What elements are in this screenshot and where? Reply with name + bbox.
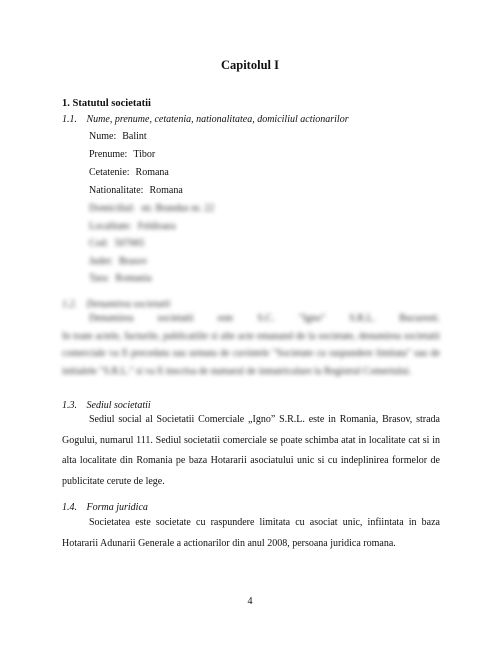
field-nationalitate — [89, 185, 183, 196]
field-cetatenie — [89, 167, 169, 178]
field-label: Domiciliul: — [89, 203, 136, 214]
field-localitate-blurred — [89, 221, 176, 232]
paragraph-line: comerciale va fi precedata sau urmata de cuvintele "Societate cu raspundere limitata" sau de — [62, 348, 440, 359]
field-tara-blurred — [89, 273, 152, 284]
field-value: Balint — [122, 131, 147, 142]
field-label: Nationalitate: — [89, 185, 144, 196]
field-value: Romana — [135, 167, 169, 178]
field-value: str. Brandus nr. 22 — [141, 203, 215, 214]
subsection-1-2-paragraph — [62, 309, 440, 382]
field-domiciliu-blurred — [89, 203, 214, 214]
field-label: Cetatenie: — [89, 167, 130, 178]
field-value: Brasov — [118, 256, 148, 267]
field-label: Prenume: — [89, 149, 128, 160]
field-value: Romana — [149, 185, 183, 196]
paragraph-line: Denumirea societatii este S.C. "Igno" S.R.L. Bucuresti. — [89, 313, 440, 324]
subsection-1-1-heading — [62, 114, 349, 125]
subsection-number: 1.1. — [62, 114, 77, 125]
field-judet-blurred — [89, 256, 147, 267]
paragraph-line: Societatea este societate cu raspundere limitata cu asociat unic, infiintata in baza — [89, 517, 440, 528]
field-label: Judet: — [89, 256, 113, 267]
paragraph-line: initialele "S.R.L." si va fi inscrisa de numarul de inmatriculare la Registrul Comertului. — [62, 365, 412, 377]
field-cod-blurred — [89, 238, 144, 249]
field-label: Nume: — [89, 131, 117, 142]
paragraph-line: alta localitate din Romania pe baza Hotararii asociatului unic si cu indeplinirea formelor de — [62, 455, 440, 466]
subsection-1-3-paragraph — [62, 410, 440, 492]
subsection-1-4-heading — [62, 502, 148, 513]
field-nume — [89, 131, 147, 142]
paragraph-line: Sediul social al Societatii Comerciale „Igno” S.R.L. este in Romania, Brasov, strada — [89, 414, 440, 425]
subsection-number: 1.3. — [62, 400, 77, 411]
subsection-title: Sediul societatii — [86, 400, 151, 411]
paragraph-line: Hotararii Adunarii Generale a actionarilor din anul 2008, persoana juridica romana. — [62, 537, 396, 549]
field-value: Tibor — [133, 149, 156, 160]
subsection-title: Denumirea societatii — [86, 299, 171, 310]
subsection-title: Forma juridica — [86, 502, 148, 513]
subsection-title: Nume, prenume, cetatenia, nationalitatea, domiciliul actionarilor — [86, 114, 349, 125]
field-value: 507065 — [114, 238, 145, 249]
chapter-title: Capitolul I — [220, 58, 279, 72]
paragraph-line: publicitate cerute de lege. — [62, 475, 165, 487]
field-label: Tara: — [89, 273, 110, 284]
subsection-1-4-paragraph — [62, 513, 440, 554]
subsection-number: 1.4. — [62, 502, 77, 513]
paragraph-line: Gogului, numarul 111. Sediul societatii comerciale se poate schimba atat in localitate cat si in — [62, 434, 440, 446]
subsection-number: 1.2. — [62, 299, 77, 310]
page-number: 4 — [247, 596, 253, 607]
paragraph-line: In toate actele, facturile, publicatiile si alte acte emanand de la societate, denumirea societatii — [62, 330, 440, 342]
field-prenume — [89, 149, 155, 160]
field-value: Romania — [115, 273, 152, 284]
field-value: Feldioara — [137, 221, 176, 232]
field-label: Cod: — [89, 238, 109, 249]
section-heading: 1. Statutul societatii — [62, 98, 151, 109]
field-label: Localitate: — [89, 221, 132, 232]
